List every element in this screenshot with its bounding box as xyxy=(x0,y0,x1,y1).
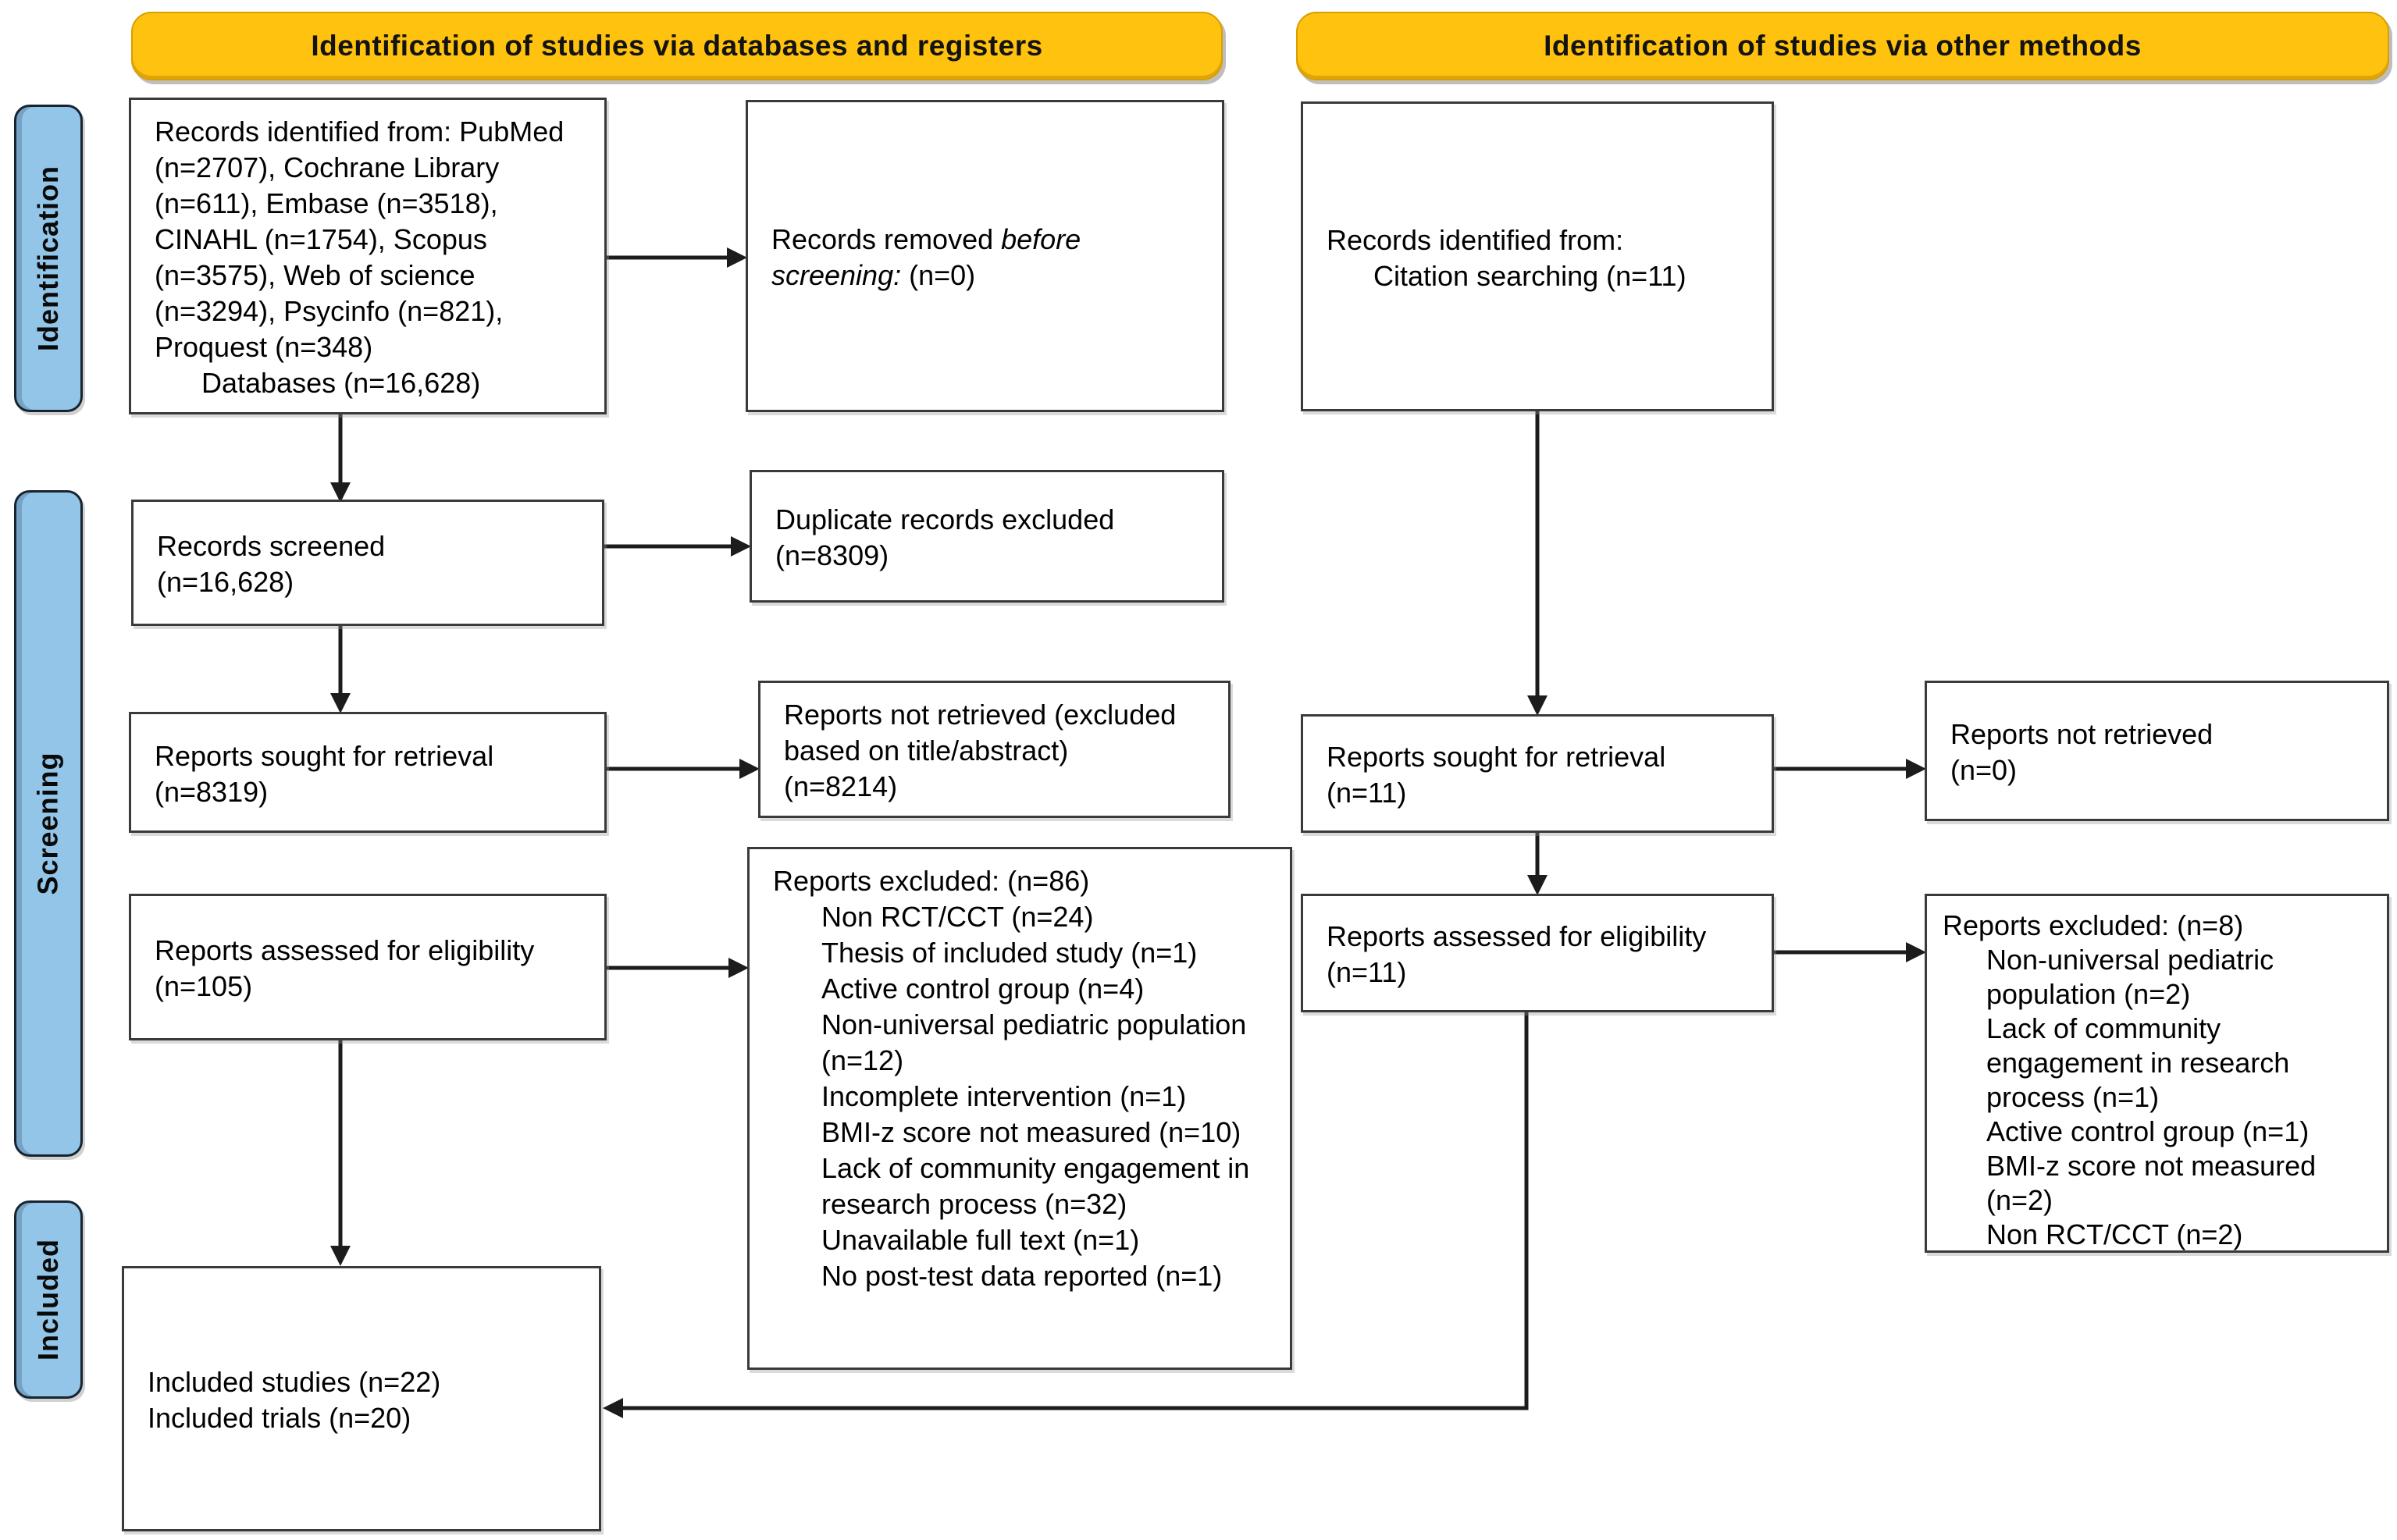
stage-included xyxy=(14,1200,83,1399)
box-reports-assessed-other xyxy=(1301,894,1774,1012)
banner-databases-registers xyxy=(131,12,1223,80)
box-records-identified-databases xyxy=(129,98,607,414)
excluded-other-title: Reports excluded: (n=8) xyxy=(1943,909,2244,941)
records-removed-emph: before screening: xyxy=(771,223,1081,291)
connector-other-assessed-to-excluded xyxy=(1774,942,1926,962)
banner-databases-label: Identification of studies via databases and registers xyxy=(311,30,1043,62)
connector-screened-to-duplicates xyxy=(604,536,751,557)
connector-other-sought-to-notretrieved xyxy=(1774,759,1926,779)
stage-identification-label: Identification xyxy=(32,165,64,351)
excluded-db-item: Incomplete intervention (n=1) xyxy=(821,1080,1187,1112)
box-reports-not-retrieved-databases xyxy=(758,681,1231,818)
not-retrieved-db-line1: Reports not retrieved (excluded based on title/abstract) xyxy=(784,699,1177,766)
assessed-other-line1: Reports assessed for eligibility xyxy=(1327,920,1707,952)
excluded-other-item: BMI-z score not measured (n=2) xyxy=(1986,1150,2317,1216)
box-reports-excluded-databases xyxy=(747,847,1292,1370)
reports-sought-db-line1: Reports sought for retrieval xyxy=(155,739,494,772)
connector-identified-to-screened xyxy=(330,414,351,503)
not-retrieved-db-line2: (n=8214) xyxy=(784,770,898,802)
excluded-db-item: Lack of community engagement in research process (n=32) xyxy=(821,1152,1250,1220)
records-removed-post: (n=0) xyxy=(901,259,976,291)
excluded-other-item: Non-universal pediatric population (n=2) xyxy=(1986,944,2274,1010)
excluded-db-item: BMI-z score not measured (n=10) xyxy=(821,1116,1241,1148)
connector-sought-to-notretrieved xyxy=(607,759,760,779)
excluded-db-item: Active control group (n=4) xyxy=(821,973,1145,1005)
excluded-db-item: Non-universal pediatric population (n=12) xyxy=(821,1008,1247,1076)
box-records-identified-other xyxy=(1301,101,1774,411)
duplicates-line1: Duplicate records excluded xyxy=(775,503,1115,535)
included-line2: Included trials (n=20) xyxy=(148,1402,411,1434)
connector-assessed-to-included xyxy=(330,1040,351,1266)
excluded-other-item: Lack of community engagement in research process (n=1) xyxy=(1986,1012,2290,1113)
other-identified-line1: Records identified from: xyxy=(1327,223,1624,256)
box-reports-sought-databases xyxy=(129,712,607,833)
connector-identified-to-removed xyxy=(607,247,747,268)
box-reports-excluded-other xyxy=(1925,894,2389,1253)
assessed-db-line1: Reports assessed for eligibility xyxy=(155,934,535,966)
stage-identification xyxy=(14,105,83,412)
assessed-other-line2: (n=11) xyxy=(1327,956,1407,988)
excluded-db-item: Unavailable full text (n=1) xyxy=(821,1224,1140,1256)
reports-sought-other-line1: Reports sought for retrieval xyxy=(1327,741,1666,773)
box-reports-sought-other xyxy=(1301,714,1774,833)
banner-other-methods-label: Identification of studies via other methods xyxy=(1544,30,2142,62)
not-retrieved-other-line2: (n=0) xyxy=(1950,754,2018,786)
connector-other-sought-to-assessed xyxy=(1527,833,1548,895)
duplicates-line2: (n=8309) xyxy=(775,539,889,571)
stage-included-label: Included xyxy=(32,1238,65,1361)
excluded-other-item: Active control group (n=1) xyxy=(1986,1115,2310,1147)
included-line1: Included studies (n=22) xyxy=(148,1366,441,1398)
records-identified-total: Databases (n=16,628) xyxy=(201,367,481,399)
records-identified-text: Records identified from: PubMed (n=2707), Cochrane Library (n=611), Embase (n=3518), CINAHL (n=1754), Scopus (n=3575), Web of science (n=3294), Psycinfo (n=821), Proquest (n=348) xyxy=(155,116,565,363)
box-records-screened xyxy=(131,500,604,626)
box-duplicate-records-excluded xyxy=(750,470,1224,603)
box-records-removed xyxy=(746,100,1224,412)
excluded-db-item: No post-test data reported (n=1) xyxy=(821,1260,1223,1292)
connector-other-identified-to-sought xyxy=(1527,411,1548,716)
excluded-other-item: Non RCT/CCT (n=2) xyxy=(1986,1218,2243,1250)
assessed-db-line2: (n=105) xyxy=(155,970,253,1002)
box-reports-assessed-databases xyxy=(129,894,607,1040)
reports-sought-other-line2: (n=11) xyxy=(1327,777,1407,809)
records-removed-pre: Records removed xyxy=(771,223,1002,255)
not-retrieved-other-line1: Reports not retrieved xyxy=(1950,718,2214,750)
connector-assessed-to-excluded xyxy=(607,958,749,978)
excluded-db-item: Non RCT/CCT (n=24) xyxy=(821,901,1094,933)
box-included-studies xyxy=(122,1266,601,1531)
reports-sought-db-line2: (n=8319) xyxy=(155,775,269,808)
box-reports-not-retrieved-other xyxy=(1925,681,2389,821)
stage-screening xyxy=(14,490,83,1157)
records-screened-line2: (n=16,628) xyxy=(157,566,294,598)
excluded-db-title: Reports excluded: (n=86) xyxy=(773,865,1090,897)
records-screened-line1: Records screened xyxy=(157,530,386,562)
other-identified-line2: Citation searching (n=11) xyxy=(1373,259,1686,292)
connector-screened-to-sought xyxy=(330,626,351,713)
excluded-db-item: Thesis of included study (n=1) xyxy=(821,937,1198,969)
banner-other-methods xyxy=(1296,12,2389,80)
stage-screening-label: Screening xyxy=(32,752,64,895)
